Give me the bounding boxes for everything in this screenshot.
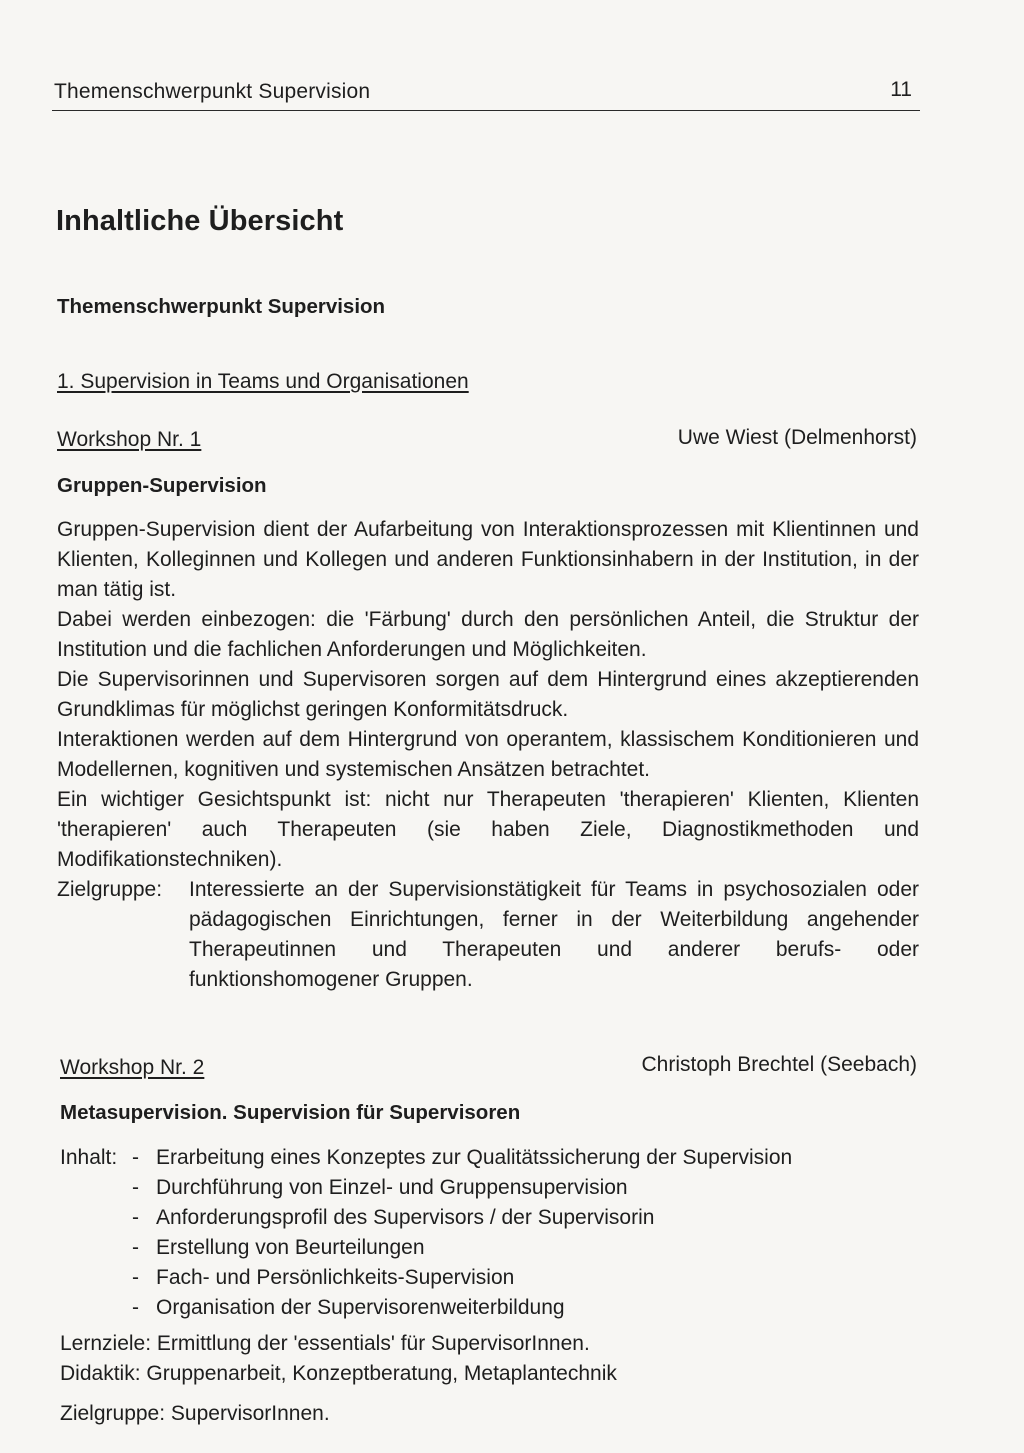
subsection-title: 1. Supervision in Teams und Organisationen [57, 370, 469, 393]
didaktik-line [60, 1359, 920, 1389]
workshop2-body [60, 1143, 920, 1429]
workshop2-title: Metasupervision. Supervision für Supervisoren [60, 1101, 521, 1124]
workshop1-paragraph: Ein wichtiger Gesichtspunkt ist: nicht nur Therapeuten 'therapieren' Klienten, Klienten 'therapieren' auch Therapeuten (sie haben Ziele, Diagnostikmethoden und Modifikationstechniken). [57, 788, 919, 871]
list-item [132, 1233, 920, 1263]
didaktik-label: Didaktik: [60, 1362, 141, 1385]
list-item [132, 1143, 920, 1173]
dash-bullet: - [132, 1146, 139, 1169]
zielgruppe-label: Zielgruppe: [57, 878, 163, 901]
dash-bullet: - [132, 1296, 139, 1319]
list-item-text: Fach- und Persönlichkeits-Supervision [156, 1266, 515, 1289]
workshop1-paragraph: Die Supervisorinnen und Supervisoren sorgen auf dem Hintergrund eines akzeptierenden Grundklimas für möglichst geringen Konformitätsdruck. [57, 668, 919, 721]
lernziele-line [60, 1329, 920, 1359]
list-item [132, 1263, 920, 1293]
lernziele-label: Lernziele: [60, 1332, 152, 1355]
workshop1-paragraph: Gruppen-Supervision dient der Aufarbeitung von Interaktionsprozessen mit Klientinnen und Klienten, Kolleginnen und Kollegen und anderen Funktionsinhabern in der Institution, in der man tätig ist. [57, 518, 919, 601]
inhalt-label: Inhalt: [60, 1146, 118, 1169]
list-item-text: Erarbeitung eines Konzeptes zur Qualitätssicherung der Supervision [156, 1146, 793, 1169]
workshop1-paragraph: Interaktionen werden auf dem Hintergrund von operantem, klassischem Konditionieren und Modellernen, kognitiven und systemischen Ansätzen betrachtet. [57, 728, 919, 781]
running-header [52, 78, 920, 111]
section-title: Themenschwerpunkt Supervision [57, 295, 386, 318]
page-number: 11 [890, 78, 912, 101]
workshop2-author: Christoph Brechtel (Seebach) [641, 1053, 917, 1076]
list-item-text: Organisation der Supervisorenweiterbildung [156, 1296, 565, 1319]
inhalt-list [132, 1143, 920, 1323]
dash-bullet: - [132, 1176, 139, 1199]
list-item [132, 1173, 920, 1203]
zielgruppe-text: Interessierte an der Supervisionstätigkeit für Teams in psychosozialen oder pädagogischen Einrichtungen, ferner in der Weiterbildung angehender Therapeutinnen und Therapeuten und anderer berufs- oder funktionshomogener Gruppen. [189, 878, 919, 991]
dash-bullet: - [132, 1206, 139, 1229]
workshop1-paragraph: Dabei werden einbezogen: die 'Färbung' durch den persönlichen Anteil, die Struktur der Institution und die fachlichen Anforderungen und Möglichkeiten. [57, 608, 919, 661]
lernziele-text: Ermittlung der 'essentials' für SupervisorInnen. [156, 1332, 590, 1355]
didaktik-text: Gruppenarbeit, Konzeptberatung, Metaplantechnik [146, 1362, 617, 1385]
page-title: Inhaltliche Übersicht [56, 205, 344, 237]
list-item-text: Erstellung von Beurteilungen [156, 1236, 425, 1259]
zielgruppe-label: Zielgruppe: [60, 1402, 166, 1425]
list-item [132, 1203, 920, 1233]
inhalt-section [60, 1143, 920, 1323]
zielgruppe-text: SupervisorInnen. [170, 1402, 330, 1425]
workshop1-body [57, 515, 919, 995]
workshop1-label: Workshop Nr. 1 [57, 428, 202, 451]
dash-bullet: - [132, 1236, 139, 1259]
workshop2-label: Workshop Nr. 2 [60, 1056, 205, 1079]
workshop1-author: Uwe Wiest (Delmenhorst) [677, 426, 917, 449]
workshop1-title: Gruppen-Supervision [57, 474, 267, 497]
list-item-text: Durchführung von Einzel- und Gruppensupervision [156, 1176, 628, 1199]
dash-bullet: - [132, 1266, 139, 1289]
list-item [132, 1293, 920, 1323]
list-item-text: Anforderungsprofil des Supervisors / der Supervisorin [156, 1206, 655, 1229]
workshop1-zielgruppe [57, 875, 919, 995]
running-title: Themenschwerpunkt Supervision [54, 80, 371, 103]
zielgruppe-line [60, 1399, 920, 1429]
